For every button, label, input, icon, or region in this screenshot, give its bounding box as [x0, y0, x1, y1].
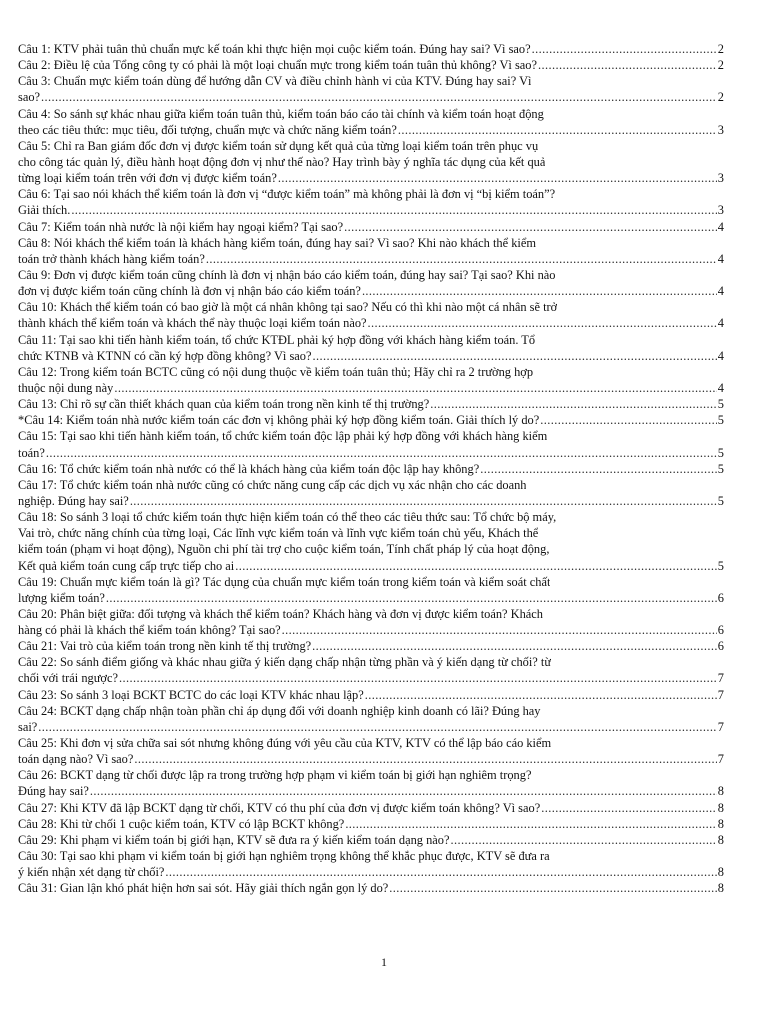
- toc-entry-text: chối với trái ngược?: [18, 671, 118, 686]
- toc-entry-line: [18, 186, 724, 202]
- dot-leader: [206, 251, 717, 267]
- toc-entry-line: [18, 574, 724, 590]
- dot-leader: [398, 122, 717, 138]
- toc-entry[interactable]: [18, 73, 724, 105]
- toc-entry-text: Câu 9: Đơn vị được kiểm toán cũng chính là đơn vị nhận báo cáo kiểm toán, đúng hay sai? Tại sao? Khi nào: [18, 267, 556, 282]
- toc-page-number: 5: [717, 445, 724, 460]
- toc-entry-line: [18, 106, 724, 122]
- toc-entry-line: [18, 590, 724, 606]
- dot-leader: [106, 590, 717, 606]
- toc-entry[interactable]: [18, 461, 724, 477]
- toc-entry-line: [18, 767, 724, 783]
- toc-entry-text: Câu 7: Kiểm toán nhà nước là nội kiểm hay ngoại kiểm? Tại sao?: [18, 219, 344, 234]
- toc-entry-text: Câu 8: Nói khách thể kiểm toán là khách hàng kiểm toán, đúng hay sai? Vì sao? Khi nào khách thể kiểm: [18, 235, 536, 250]
- dot-leader: [389, 880, 717, 896]
- toc-page-number: 4: [717, 251, 724, 266]
- table-of-contents: [18, 41, 724, 896]
- toc-entry[interactable]: [18, 412, 724, 428]
- toc-entry-text: Câu 15: Tại sao khi tiến hành kiểm toán, tổ chức kiểm toán độc lập phải ký hợp đồng với khách hàng kiểm: [18, 429, 548, 444]
- dot-leader: [130, 493, 717, 509]
- toc-page-number: 8: [717, 832, 724, 847]
- toc-entry-text: Câu 20: Phân biệt giữa: đối tượng và khách thể kiểm toán? Khách hàng và đơn vị được kiểm toán? Khách: [18, 606, 543, 621]
- toc-entry-line: [18, 541, 724, 557]
- toc-entry-line: [18, 703, 724, 719]
- toc-entry-line: [18, 283, 724, 299]
- toc-entry-line: [18, 735, 724, 751]
- toc-entry-text: Câu 19: Chuẩn mực kiểm toán là gì? Tác dụng của chuẩn mực kiểm toán trong kiểm toán và kiểm soát chất: [18, 574, 551, 589]
- dot-leader: [532, 41, 717, 57]
- toc-page-number: 5: [717, 413, 724, 428]
- toc-entry-text: Câu 28: Khi từ chối 1 cuộc kiểm toán, KTV có lập BCKT không?: [18, 816, 345, 831]
- dot-leader: [278, 170, 717, 186]
- toc-entry-text: Câu 2: Điều lệ của Tổng công ty có phải là một loại chuẩn mực trong kiểm toán tuân thủ không? Vì sao?: [18, 58, 537, 73]
- dot-leader: [480, 461, 717, 477]
- toc-page-number: 7: [717, 687, 724, 702]
- toc-entry-text: Câu 13: Chỉ rõ sự cần thiết khách quan của kiểm toán trong nền kinh tế thị trường?: [18, 397, 430, 412]
- toc-entry-text: đơn vị được kiểm toán cũng chính là đơn vị nhận báo cáo kiểm toán?: [18, 284, 361, 299]
- toc-entry[interactable]: [18, 687, 724, 703]
- toc-page-number: 8: [717, 816, 724, 831]
- toc-entry[interactable]: [18, 106, 724, 138]
- toc-entry-text: toán dạng nào? Vì sao?: [18, 752, 134, 767]
- toc-entry[interactable]: [18, 509, 724, 574]
- toc-entry-text: từng loại kiểm toán trên với đơn vị được kiểm toán?: [18, 171, 277, 186]
- toc-entry-text: Câu 21: Vai trò của kiểm toán trong nền kinh tế thị trường?: [18, 639, 312, 654]
- toc-entry-line: [18, 558, 724, 574]
- toc-entry[interactable]: [18, 654, 724, 686]
- toc-entry-line: [18, 348, 724, 364]
- toc-entry-text: toán trở thành khách hàng kiểm toán?: [18, 251, 205, 266]
- toc-entry-text: sao?: [18, 90, 41, 105]
- toc-page-number: 3: [717, 203, 724, 218]
- dot-leader: [344, 219, 717, 235]
- toc-entry-line: [18, 493, 724, 509]
- toc-entry[interactable]: [18, 299, 724, 331]
- toc-entry-line: [18, 170, 724, 186]
- toc-entry-text: Câu 23: So sánh 3 loại BCKT BCTC do các loại KTV khác nhau lập?: [18, 687, 364, 702]
- toc-entry-line: [18, 461, 724, 477]
- toc-entry[interactable]: [18, 332, 724, 364]
- toc-entry[interactable]: [18, 703, 724, 735]
- toc-entry-line: [18, 816, 724, 832]
- dot-leader: [41, 89, 717, 105]
- toc-entry[interactable]: [18, 219, 724, 235]
- toc-entry[interactable]: [18, 41, 724, 57]
- toc-entry-line: [18, 251, 724, 267]
- dot-leader: [538, 57, 717, 73]
- toc-entry-text: Câu 24: BCKT dạng chấp nhận toàn phần chỉ áp dụng đối với doanh nghiệp kinh doanh có lãi? Đúng hay: [18, 703, 541, 718]
- toc-entry-text: Câu 3: Chuẩn mực kiểm toán dùng để hướng dẫn CV và điều chỉnh hành vi của KTV. Đúng hay sai? Vì: [18, 74, 532, 89]
- toc-entry-line: [18, 364, 724, 380]
- toc-entry-line: [18, 783, 724, 799]
- toc-entry-line: [18, 525, 724, 541]
- dot-leader: [235, 558, 717, 574]
- dot-leader: [541, 800, 717, 816]
- dot-leader: [313, 348, 717, 364]
- toc-entry[interactable]: [18, 267, 724, 299]
- toc-entry[interactable]: [18, 477, 724, 509]
- toc-page-number: 6: [717, 623, 724, 638]
- toc-entry[interactable]: [18, 606, 724, 638]
- toc-entry-line: [18, 299, 724, 315]
- toc-entry-text: hàng có phải là khách thể kiểm toán không? Tại sao?: [18, 623, 281, 638]
- toc-entry-text: Câu 10: Khách thể kiểm toán có bao giờ là một cá nhân không tại sao? Nếu có thì khi nào một cá nhân sẽ trở: [18, 300, 558, 315]
- dot-leader: [282, 622, 717, 638]
- toc-entry[interactable]: [18, 57, 724, 73]
- toc-entry-text: *Câu 14: Kiểm toán nhà nước kiểm toán các đơn vị không phải ký hợp đồng kiểm toán. Giải thích lý do?: [18, 413, 540, 428]
- page-number: 1: [381, 955, 387, 969]
- toc-entry-line: [18, 122, 724, 138]
- toc-entry[interactable]: [18, 767, 724, 799]
- toc-entry-text: thành khách thể kiểm toán và khách thể này thuộc loại kiểm toán nào?: [18, 316, 367, 331]
- toc-entry-text: Câu 4: So sánh sự khác nhau giữa kiểm toán tuân thủ, kiểm toán báo cáo tài chính và kiểm toán hoạt động: [18, 106, 544, 121]
- toc-entry-line: [18, 315, 724, 331]
- toc-entry-text: Đúng hay sai?: [18, 784, 89, 799]
- dot-leader: [165, 864, 716, 880]
- toc-entry-text: Câu 6: Tại sao nói khách thể kiểm toán là đơn vị “được kiểm toán” mà không phải là đơn vị “bị kiểm toán”?: [18, 187, 556, 202]
- toc-page-number: 4: [717, 316, 724, 331]
- toc-entry-text: Câu 5: Chỉ ra Ban giám đốc đơn vị được kiểm toán sử dụng kết quả của từng loại kiểm toán trên phục vụ: [18, 138, 539, 153]
- toc-entry-text: Câu 12: Trong kiểm toán BCTC cũng có nội dung thuộc về kiểm toán tuân thủ; Hãy chỉ ra 2 trường hợp: [18, 364, 534, 379]
- dot-leader: [345, 816, 716, 832]
- toc-entry-text: Câu 17: Tổ chức kiểm toán nhà nước cũng có chức năng cung cấp các dịch vụ xác nhận cho các doanh: [18, 477, 527, 492]
- toc-entry-line: [18, 687, 724, 703]
- toc-entry-text: Câu 16: Tổ chức kiểm toán nhà nước có thể là khách hàng của kiểm toán độc lập hay không?: [18, 461, 480, 476]
- toc-page-number: 4: [717, 219, 724, 234]
- toc-entry[interactable]: [18, 364, 724, 396]
- toc-entry-text: Câu 1: KTV phải tuân thủ chuẩn mực kế toán khi thực hiện mọi cuộc kiểm toán. Đúng hay sai? Vì sao?: [18, 42, 531, 56]
- toc-page-number: 4: [717, 348, 724, 363]
- dot-leader: [90, 783, 717, 799]
- toc-page-number: 5: [717, 558, 724, 573]
- toc-entry-text: Câu 26: BCKT dạng từ chối được lập ra trong trường hợp phạm vi kiểm toán bị giới hạn nghiêm trọng?: [18, 768, 532, 783]
- toc-entry-text: Câu 27: Khi KTV đã lập BCKT dạng từ chối, KTV có thu phí của đơn vị được kiểm toán không? Vì sao?: [18, 800, 541, 815]
- toc-entry-text: toán?: [18, 445, 45, 460]
- toc-entry-line: [18, 396, 724, 412]
- dot-leader: [450, 832, 716, 848]
- dot-leader: [312, 638, 717, 654]
- toc-entry-line: [18, 751, 724, 767]
- toc-entry-line: [18, 332, 724, 348]
- toc-entry[interactable]: [18, 235, 724, 267]
- toc-entry-text: thuộc nội dung này: [18, 380, 114, 395]
- toc-entry-line: [18, 654, 724, 670]
- dot-leader: [46, 445, 717, 461]
- toc-entry-text: Giải thích.: [18, 203, 71, 218]
- toc-entry[interactable]: [18, 848, 724, 880]
- toc-entry-text: Câu 11: Tại sao khi tiến hành kiểm toán, tổ chức KTĐL phải ký hợp đồng với khách hàng kiểm toán. Tổ: [18, 332, 536, 347]
- toc-page-number: 5: [717, 461, 724, 476]
- dot-leader: [368, 315, 717, 331]
- toc-entry-line: [18, 670, 724, 686]
- toc-entry-line: [18, 202, 724, 218]
- toc-entry-line: [18, 73, 724, 89]
- toc-entry-line: [18, 638, 724, 654]
- toc-entry[interactable]: [18, 138, 724, 186]
- toc-page-number: 7: [717, 752, 724, 767]
- toc-entry[interactable]: [18, 186, 724, 218]
- toc-entry[interactable]: [18, 638, 724, 654]
- toc-entry-line: [18, 622, 724, 638]
- dot-leader: [114, 380, 716, 396]
- toc-entry-line: [18, 832, 724, 848]
- toc-page-number: 8: [717, 865, 724, 880]
- toc-entry-line: [18, 864, 724, 880]
- toc-page-number: 2: [717, 58, 724, 73]
- toc-entry-line: [18, 477, 724, 493]
- dot-leader: [71, 202, 716, 218]
- toc-entry-text: cho công tác quản lý, điều hành hoạt động đơn vị như thế nào? Hay trình bày ý nghĩa tác dụng của kết quả: [18, 154, 546, 169]
- toc-entry-text: sai?: [18, 719, 38, 734]
- toc-entry[interactable]: [18, 396, 724, 412]
- toc-entry-line: [18, 800, 724, 816]
- toc-entry-text: Câu 22: So sánh điểm giống và khác nhau giữa ý kiến dạng chấp nhận từng phần và ý kiến dạng từ chối? từ: [18, 655, 552, 670]
- toc-page-number: 8: [717, 784, 724, 799]
- toc-page-number: 2: [717, 90, 724, 105]
- toc-entry-text: Câu 18: So sánh 3 loại tổ chức kiểm toán thực hiện kiểm toán có thể theo các tiêu thức sau: Tổ chức bộ máy,: [18, 510, 557, 525]
- dot-leader: [38, 719, 717, 735]
- toc-entry-text: ý kiến nhận xét dạng từ chối?: [18, 865, 165, 880]
- toc-page-number: 2: [717, 42, 724, 56]
- toc-entry-text: Câu 25: Khi đơn vị sửa chữa sai sót nhưng không đúng với yêu cầu của KTV, KTV có thể lập báo cáo kiểm: [18, 736, 552, 751]
- toc-entry-line: [18, 848, 724, 864]
- toc-entry[interactable]: [18, 574, 724, 606]
- toc-entry-line: [18, 154, 724, 170]
- toc-entry-line: [18, 219, 724, 235]
- toc-entry[interactable]: [18, 735, 724, 767]
- toc-entry-line: [18, 719, 724, 735]
- toc-page-number: 7: [717, 719, 724, 734]
- toc-entry-line: [18, 412, 724, 428]
- toc-entry-text: chức KTNB và KTNN có cần ký hợp đồng không? Vì sao?: [18, 348, 312, 363]
- dot-leader: [540, 412, 717, 428]
- toc-entry-text: Câu 29: Khi phạm vi kiểm toán bị giới hạn, KTV sẽ đưa ra ý kiến kiểm toán dạng nào?: [18, 832, 450, 847]
- toc-page-number: 4: [717, 380, 724, 395]
- toc-page-number: 3: [717, 171, 724, 186]
- toc-entry-line: [18, 428, 724, 444]
- toc-entry-line: [18, 509, 724, 525]
- toc-page-number: 6: [717, 590, 724, 605]
- toc-entry-text: nghiệp. Đúng hay sai?: [18, 493, 129, 508]
- dot-leader: [362, 283, 717, 299]
- toc-page-number: 3: [717, 122, 724, 137]
- toc-entry-line: [18, 380, 724, 396]
- toc-page-number: 7: [717, 671, 724, 686]
- toc-entry-text: Câu 30: Tại sao khi phạm vi kiểm toán bị giới hạn nghiêm trọng không thể khắc phục được, KTV sẽ đưa ra: [18, 849, 550, 864]
- toc-page-number: 5: [717, 493, 724, 508]
- toc-entry[interactable]: [18, 832, 724, 848]
- toc-entry-text: Vai trò, chức năng chính của từng loại, Các lĩnh vực kiểm toán và lĩnh vực kiểm toán chủ yếu, Khách thể: [18, 526, 539, 541]
- toc-entry-text: theo các tiêu thức: mục tiêu, đối tượng, chuẩn mực và chức năng kiểm toán?: [18, 122, 397, 137]
- toc-page-number: 6: [717, 639, 724, 654]
- toc-entry-text: Kết quả kiểm toán cung cấp trực tiếp cho ai: [18, 558, 235, 573]
- toc-entry-line: [18, 89, 724, 105]
- toc-entry[interactable]: [18, 816, 724, 832]
- toc-entry-line: [18, 57, 724, 73]
- toc-entry-line: [18, 235, 724, 251]
- dot-leader: [119, 670, 717, 686]
- toc-entry-text: lượng kiểm toán?: [18, 590, 105, 605]
- toc-page-number: 4: [717, 284, 724, 299]
- toc-entry-line: [18, 606, 724, 622]
- dot-leader: [430, 396, 717, 412]
- toc-entry-text: Câu 31: Gian lận khó phát hiện hơn sai sót. Hãy giải thích ngắn gọn lý do?: [18, 881, 389, 896]
- toc-page-number: 5: [717, 397, 724, 412]
- toc-page-number: 8: [717, 881, 724, 896]
- toc-entry-text: kiểm toán (phạm vi hoạt động), Nguồn chi phí tài trợ cho cuộc kiểm toán, Tính chất pháp lý của hoạt động,: [18, 542, 550, 557]
- dot-leader: [134, 751, 716, 767]
- toc-entry[interactable]: [18, 428, 724, 460]
- toc-entry-line: [18, 138, 724, 154]
- toc-entry-line: [18, 41, 724, 57]
- toc-page-number: 8: [717, 800, 724, 815]
- toc-entry[interactable]: [18, 800, 724, 816]
- toc-entry-line: [18, 880, 724, 896]
- toc-entry[interactable]: [18, 880, 724, 896]
- toc-entry-line: [18, 267, 724, 283]
- dot-leader: [365, 687, 717, 703]
- toc-entry-line: [18, 445, 724, 461]
